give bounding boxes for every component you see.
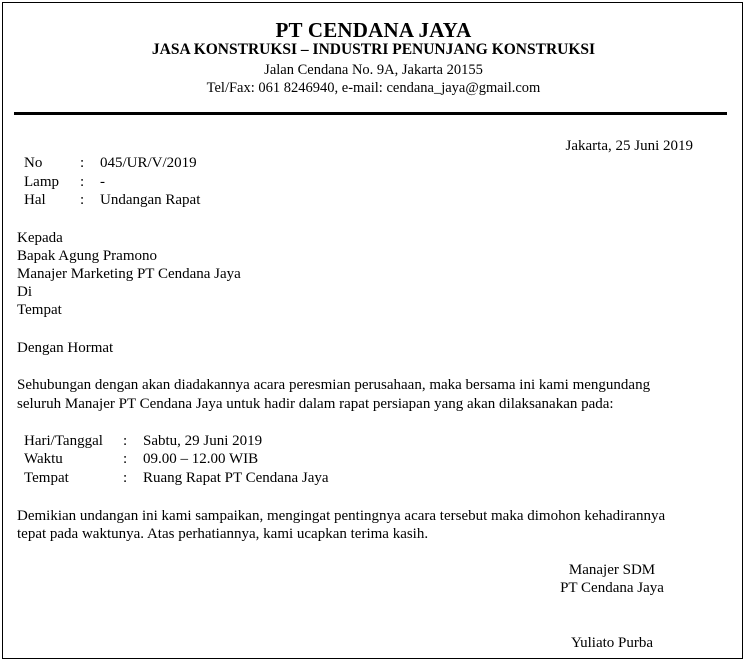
recipient-di: Di (17, 284, 32, 300)
meta-value-lamp: - (100, 174, 105, 190)
closing-line-2: tepat pada waktunya. Atas perhatiannya, kami ucapkan terima kasih. (17, 526, 429, 542)
detail-colon: : (123, 433, 128, 449)
intro-line-1: Sehubungan dengan akan diadakannya acara peresmian perusahaan, maka bersama ini kami mengundang (17, 377, 651, 393)
recipient-tempat: Tempat (17, 302, 62, 318)
detail-label-time: Waktu (24, 451, 63, 467)
recipient-position: Manajer Marketing PT Cendana Jaya (17, 266, 241, 282)
closing-line-1: Demikian undangan ini kami sampaikan, mengingat pentingnya acara tersebut maka dimohon kehadirannya (17, 508, 666, 524)
detail-value-date: Sabtu, 29 Juni 2019 (143, 433, 263, 449)
detail-label-date: Hari/Tanggal (24, 433, 103, 449)
meta-value-no: 045/UR/V/2019 (100, 155, 197, 171)
letter-date: Jakarta, 25 Juni 2019 (565, 138, 693, 154)
detail-colon: : (123, 451, 128, 467)
company-contact: Tel/Fax: 061 8246940, e-mail: cendana_jaya@gmail.com (206, 80, 541, 96)
detail-label-place: Tempat (24, 470, 69, 486)
company-tagline: JASA KONSTRUKSI – INDUSTRI PENUNJANG KONSTRUKSI (151, 41, 596, 58)
meta-label-no: No (24, 155, 43, 171)
detail-value-place: Ruang Rapat PT Cendana Jaya (143, 470, 329, 486)
meta-value-hal: Undangan Rapat (100, 192, 201, 208)
meta-colon: : (80, 155, 85, 171)
company-name: PT CENDANA JAYA (275, 18, 472, 42)
company-address: Jalan Cendana No. 9A, Jakarta 20155 (264, 62, 483, 78)
detail-value-time: 09.00 – 12.00 WIB (143, 451, 259, 467)
recipient-kepada: Kepada (17, 230, 63, 246)
letterhead-divider (14, 112, 727, 115)
meta-label-lamp: Lamp (24, 174, 59, 190)
meta-colon: : (80, 192, 85, 208)
intro-line-2: seluruh Manajer PT Cendana Jaya untuk hadir dalam rapat persiapan yang akan dilaksanakan pada: (17, 396, 614, 412)
signature-name: Yuliato Purba (570, 635, 654, 651)
meta-colon: : (80, 174, 85, 190)
recipient-name: Bapak Agung Pramono (17, 248, 157, 264)
detail-colon: : (123, 470, 128, 486)
greeting: Dengan Hormat (17, 340, 114, 356)
meta-label-hal: Hal (24, 192, 46, 208)
signature-title: Manajer SDM (568, 562, 656, 578)
signature-company: PT Cendana Jaya (560, 580, 664, 596)
